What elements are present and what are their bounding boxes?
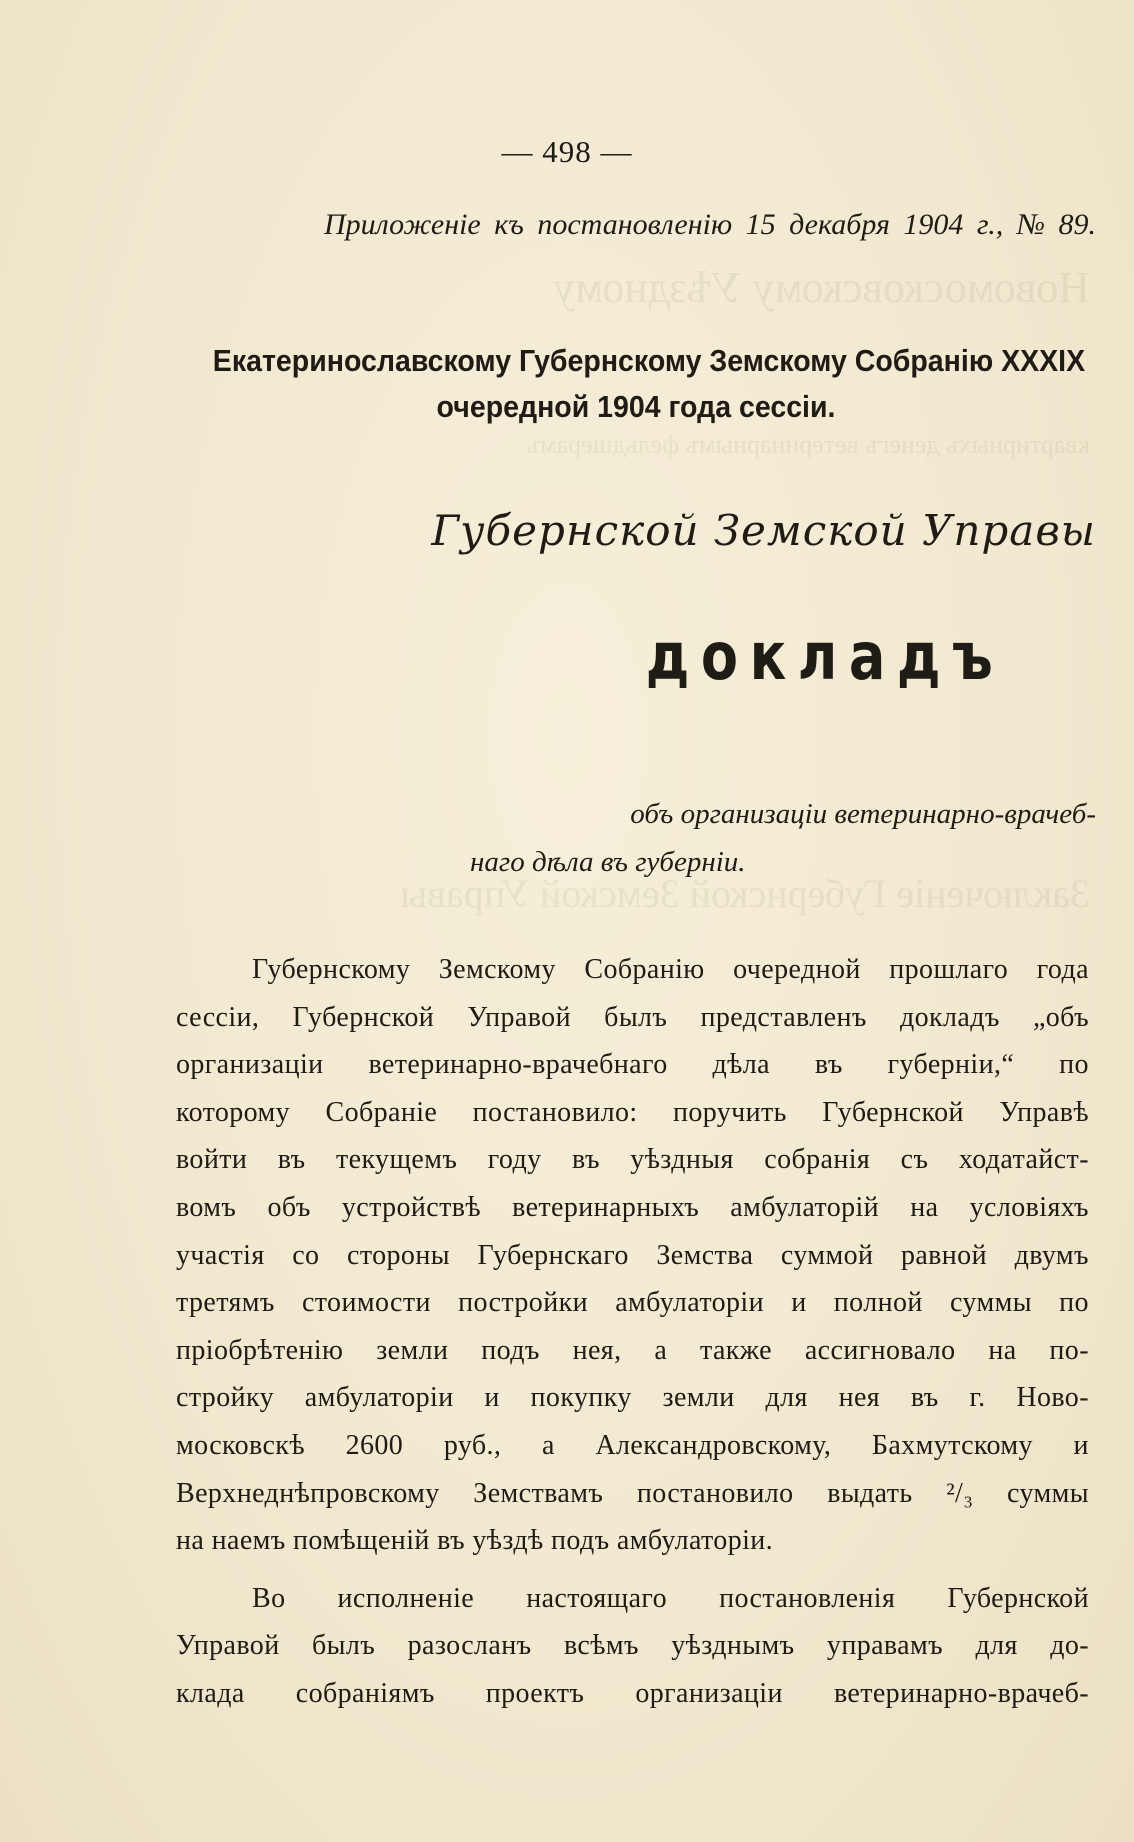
word: со <box>292 1239 320 1271</box>
word: нея <box>838 1382 881 1414</box>
word: полной <box>833 1287 923 1319</box>
word: губерніи,“ <box>887 1049 1015 1081</box>
word: ветеринарно-врачебнаго <box>368 1049 668 1081</box>
word: г. <box>969 1382 986 1414</box>
word: организаціи <box>635 1677 783 1709</box>
word: земли <box>376 1334 449 1366</box>
word: Земскому <box>438 954 556 985</box>
word: и <box>484 1382 500 1414</box>
word: постройки <box>458 1287 588 1319</box>
word: исполненіе <box>337 1582 475 1614</box>
text-line <box>176 1136 1089 1184</box>
word: уѣздныя <box>630 1144 734 1176</box>
word: руб., <box>443 1429 502 1461</box>
word: суммы <box>949 1287 1032 1319</box>
text-line <box>176 1041 1089 1089</box>
document-type-title: докладъ <box>645 618 1005 695</box>
word: очередной <box>733 954 861 985</box>
text-line <box>176 1327 1089 1375</box>
word: Управой <box>467 1001 571 1033</box>
word: проектъ <box>485 1677 585 1709</box>
justified-line <box>176 994 1089 1042</box>
word: въ <box>572 1144 600 1176</box>
word: Губернской <box>822 1096 964 1128</box>
word: условіяхъ <box>969 1191 1089 1223</box>
document-subject <box>470 790 1096 886</box>
text-line <box>176 1232 1089 1280</box>
word: сессіи, <box>176 1001 260 1033</box>
word: ходатайст- <box>958 1144 1089 1176</box>
word: Губернскаго <box>477 1239 629 1271</box>
word: для <box>975 1630 1018 1662</box>
word: Во <box>252 1582 286 1614</box>
word: Александровскому, <box>595 1429 832 1461</box>
word: устройствѣ <box>341 1191 481 1223</box>
word: былъ <box>604 1001 668 1033</box>
justified-line <box>176 1622 1089 1670</box>
word: и <box>791 1287 807 1319</box>
justified-line <box>176 1327 1089 1375</box>
bleed-through-texture: квартирныхъ денегъ ветеринарнымъ фельдшерамъ <box>526 430 1090 459</box>
text-line <box>176 1670 1089 1718</box>
word: стройку <box>176 1382 274 1414</box>
word: покупку <box>530 1382 632 1414</box>
text-line <box>176 1279 1089 1327</box>
word: году <box>487 1144 542 1176</box>
justified-line <box>252 946 1089 994</box>
text-line <box>176 946 1089 994</box>
justified-line <box>176 1041 1089 1089</box>
justified-line <box>176 1422 1089 1470</box>
justified-line <box>176 1136 1089 1184</box>
word: двумъ <box>1014 1239 1089 1271</box>
word: а <box>654 1334 668 1366</box>
word: амбулаторіи <box>615 1287 764 1319</box>
word: для <box>765 1382 808 1414</box>
word: по <box>1059 1049 1089 1081</box>
word: которому <box>176 1096 291 1128</box>
word: Собраніе <box>325 1096 438 1128</box>
word: Собранію <box>584 954 705 985</box>
text-line <box>176 1374 1089 1422</box>
word: ветеринарно-врачеб- <box>833 1677 1089 1709</box>
text-line <box>176 1575 1089 1623</box>
word: ассигновало <box>804 1334 956 1366</box>
word: выдать <box>827 1477 913 1509</box>
word: организаціи <box>176 1049 324 1081</box>
word: „объ <box>1032 1001 1089 1033</box>
word: стоимости <box>301 1287 431 1319</box>
word: Губернской <box>292 1001 435 1033</box>
justified-line <box>252 1575 1089 1623</box>
word: объ <box>267 1191 311 1223</box>
justified-line <box>176 1279 1089 1327</box>
word: Земствамъ <box>473 1477 604 1509</box>
page-number: — 498 — <box>501 134 633 169</box>
paragraph-gap <box>176 1565 1089 1575</box>
word: въ <box>814 1049 843 1081</box>
text-line <box>176 994 1089 1042</box>
text-line <box>176 1422 1089 1470</box>
word: Земства <box>656 1239 754 1271</box>
word: Губернской <box>947 1582 1089 1614</box>
word: суммой <box>780 1239 874 1271</box>
word: въ <box>910 1382 939 1414</box>
word: настоящаго <box>526 1582 668 1614</box>
justified-line <box>176 1670 1089 1718</box>
word: на <box>910 1191 939 1223</box>
justified-line <box>176 1184 1089 1232</box>
word: Управой <box>176 1630 280 1662</box>
text-line: на наемъ помѣщеній въ уѣздѣ подъ амбулаторіи. <box>176 1525 774 1557</box>
word: текущемъ <box>335 1144 458 1176</box>
text-line <box>176 1184 1089 1232</box>
text-line <box>176 1622 1089 1670</box>
word: до- <box>1050 1630 1089 1662</box>
word: амбулаторій <box>730 1191 880 1223</box>
paragraph-1 <box>176 946 1089 1565</box>
word: подъ <box>481 1334 540 1366</box>
word: стороны <box>347 1239 450 1271</box>
word: ²/₃ <box>946 1477 974 1509</box>
subject-line1: объ организаціи ветеринарно-врачеб- <box>630 798 1096 830</box>
word: въ <box>277 1144 306 1176</box>
word: равной <box>900 1239 987 1271</box>
text-line <box>176 1089 1089 1137</box>
issuer-heading: Губернской Земской Управы <box>431 506 1096 555</box>
word: участія <box>176 1239 265 1271</box>
word: Бахмутскому <box>871 1429 1033 1461</box>
body-text <box>176 946 1089 1718</box>
word: ветеринарныхъ <box>512 1191 700 1223</box>
word: управамъ <box>826 1630 944 1662</box>
paragraph-2 <box>176 1575 1089 1718</box>
word: 2600 <box>345 1429 404 1461</box>
word: клада <box>176 1677 245 1709</box>
word: и <box>1073 1429 1089 1461</box>
word: постановленія <box>719 1582 896 1614</box>
word: всѣмъ <box>563 1630 639 1662</box>
word: постановило <box>636 1477 794 1509</box>
word: разосланъ <box>407 1630 532 1662</box>
bleed-through-texture: Заключеніе Губернской Земской Управы <box>400 871 1090 916</box>
word: Губернскому <box>252 954 411 985</box>
word: пріобрѣтенію <box>176 1334 344 1366</box>
word: докладъ <box>899 1001 1000 1033</box>
justified-line <box>176 1374 1089 1422</box>
word: собранія <box>764 1144 871 1176</box>
bleed-through-texture: Новомосковскому Уѣздному <box>553 263 1090 312</box>
word: Верхнеднѣпровскому <box>176 1477 440 1509</box>
word: также <box>700 1334 773 1366</box>
word: собраніямъ <box>295 1677 435 1709</box>
subject-line2: наго дѣла въ губерніи. <box>470 846 746 878</box>
word: прошлаго <box>889 954 1009 985</box>
word: на <box>988 1334 1017 1366</box>
text-line <box>176 1470 1089 1518</box>
word: суммы <box>1007 1477 1089 1509</box>
word: амбулаторіи <box>304 1382 454 1414</box>
assembly-heading <box>212 338 1086 430</box>
justified-line <box>176 1089 1089 1137</box>
word: дѣла <box>712 1049 770 1081</box>
word: а <box>541 1429 555 1461</box>
word: постановило: <box>472 1096 638 1128</box>
word: представленъ <box>700 1001 867 1033</box>
word: земли <box>662 1382 735 1414</box>
justified-line <box>176 1232 1089 1280</box>
word: былъ <box>312 1630 376 1662</box>
word: года <box>1036 954 1089 985</box>
word: Управѣ <box>999 1096 1089 1128</box>
word: нея, <box>572 1334 622 1366</box>
word: войти <box>176 1144 248 1176</box>
word: Ново- <box>1016 1382 1089 1414</box>
appendix-note: Приложеніе къ постановленію 15 декабря 1904 г., № 89. <box>324 208 1096 241</box>
justified-line <box>176 1470 1089 1518</box>
word: поручить <box>672 1096 787 1128</box>
word: по <box>1059 1287 1089 1319</box>
word: съ <box>900 1144 929 1176</box>
word: уѣзднымъ <box>671 1630 795 1662</box>
assembly-heading-line1: Екатеринославскому Губернскому Земскому Собранію XXXIX <box>212 343 1086 378</box>
word: вомъ <box>176 1191 237 1223</box>
word: третямъ <box>176 1287 275 1319</box>
word: по- <box>1049 1334 1089 1366</box>
word: московскѣ <box>176 1429 305 1461</box>
assembly-heading-line2: очередной 1904 года сессіи. <box>436 389 836 424</box>
